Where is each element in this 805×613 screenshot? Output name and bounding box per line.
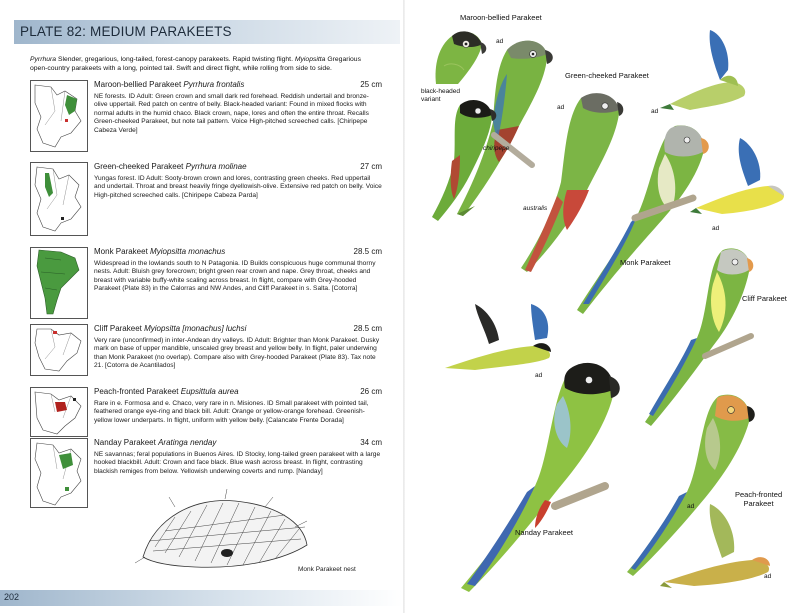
plate-title: PLATE 82: MEDIUM PARAKEETS	[20, 24, 232, 39]
range-map	[30, 247, 88, 319]
flying-parakeet-illustration-1	[660, 24, 750, 124]
right-page	[405, 0, 805, 613]
flying-parakeet-illustration-2	[690, 134, 790, 224]
intro-text	[30, 55, 375, 73]
species-description: Rare in e. Formosa and e. Chaco, very rare in n. Misiones. ID Small parakeet with pointed tail, feathered orange eye-ring and black bill. Adult: Orange or yellow-orange forehead. Greenish-yellow lower underparts. In flight, uniform with yellow belly. [Calancate Frente Dorada]	[94, 400, 369, 424]
age-tag: ad	[687, 503, 695, 510]
species-scientific-name: Myiopsitta monachus	[150, 247, 226, 256]
flying-peach-fronted-illustration	[660, 500, 780, 595]
species-text	[94, 80, 382, 135]
page-number: 202	[4, 592, 20, 602]
intro-text-1: Slender, gregarious, long-tailed, forest-canopy parakeets. Rapid twisting flight.	[56, 56, 295, 63]
range-map	[30, 387, 88, 437]
footer-bar	[0, 590, 403, 606]
variant-tag: black-headed variant	[421, 88, 461, 103]
species-description: NE savannas; feral populations in Buenos Aires. ID Stocky, long-tailed green parakeet with a large hooked blackbill. Adult: Crown and face black. Blue wash across breast. In flight, contrasting blackish remiges from below. Yellowish underwing coverts and rump. [Nanday]	[94, 451, 381, 475]
range-map	[30, 324, 88, 376]
species-scientific-name: Aratinga nenday	[158, 438, 217, 447]
intro-genus-pyrrhura: Pyrrhura	[30, 56, 57, 63]
intro-text-2: Gregarious open-country parakeets with a long, pointed tail. Swift and direct flight, while rolling from side to side.	[30, 56, 361, 73]
range-map	[30, 162, 88, 236]
label-cliff: Cliff Parakeet	[742, 294, 787, 303]
species-size: 34 cm	[360, 438, 382, 447]
age-tag: ad	[712, 225, 720, 232]
age-tag: ad	[535, 372, 543, 379]
range-map	[30, 80, 88, 152]
species-size: 25 cm	[360, 80, 382, 89]
species-scientific-name: Myiopsitta [monachus] luchsi	[144, 324, 247, 333]
label-peach-fronted: Peach-fronted Parakeet	[735, 490, 783, 508]
species-text	[94, 247, 382, 294]
species-size: 28.5 cm	[353, 247, 382, 256]
age-tag: ad	[764, 573, 772, 580]
species-description: NE forests. ID Adult: Green crown and small dark red forehead. Reddish undertail and bronze-olive uppertail. Red patch on centre of belly. Black-headed variant: Found in mixed flocks with normal adults in the humid chaco. Black crown, nape, lores and often the entire throat. Recalls Green-cheeked Parakeet, but note tail pattern. Voice High-pitched screeched calls. [Chiripepe Cabeza Verde]	[94, 93, 369, 134]
species-size: 27 cm	[360, 162, 382, 171]
age-tag: ad	[557, 104, 565, 111]
subspecies-tag-chiripepe: chiripepe	[483, 145, 510, 152]
species-name: Maroon-bellied Parakeet	[94, 80, 182, 89]
monk-parakeet-nest-illustration	[135, 487, 310, 573]
species-scientific-name: Pyrrhura frontalis	[183, 80, 245, 89]
nest-label: Monk Parakeet nest	[298, 566, 356, 573]
species-name: Green-cheeked Parakeet	[94, 162, 184, 171]
species-text	[94, 438, 382, 476]
species-name: Nanday Parakeet	[94, 438, 156, 447]
label-maroon-bellied: Maroon-bellied Parakeet	[460, 13, 542, 22]
species-scientific-name: Eupsittula aurea	[180, 387, 239, 396]
age-tag: ad	[651, 108, 659, 115]
label-nanday: Nanday Parakeet	[515, 528, 573, 537]
species-text	[94, 162, 382, 200]
species-name: Cliff Parakeet	[94, 324, 142, 333]
species-scientific-name: Pyrrhura molinae	[185, 162, 247, 171]
species-size: 26 cm	[360, 387, 382, 396]
species-text	[94, 324, 382, 371]
label-green-cheeked: Green-cheeked Parakeet	[565, 71, 649, 80]
range-map	[30, 438, 88, 508]
intro-genus-myiopsitta: Myiopsitta	[294, 56, 326, 63]
plate-header	[14, 20, 400, 44]
label-monk: Monk Parakeet	[620, 258, 671, 267]
species-description: Widespread in the lowlands south to N Patagonia. ID Builds conspicuous huge communal thorny nests. Adult: Bluish grey forecrown; bright green rear crown and nape. Grey throat, cheeks and breast with variable buffy-white scaling across breast. In flight, compare with Grey-hooded Parakeet (Plate 83) in the Calorras and NW Andes, and Cliff Parakeet in s. Salta. [Cotorra]	[94, 260, 376, 293]
species-name: Peach-fronted Parakeet	[94, 387, 179, 396]
species-size: 28.5 cm	[353, 324, 382, 333]
species-name: Monk Parakeet	[94, 247, 148, 256]
subspecies-tag-australis: australis	[523, 205, 548, 212]
nanday-parakeet-illustration	[455, 356, 625, 596]
species-text	[94, 387, 382, 425]
species-description: Yungas forest. ID Adult: Sooty-brown crown and lores, contrasting green cheeks. Red uppertail and undertail. Throat and breast heavily fringe dyellowish-olive. Extensive red patch on belly. Voice High-pitched screeched calls. [Chiripepe Cabeza Parda]	[94, 175, 382, 199]
age-tag: ad	[496, 38, 504, 45]
species-description: Very rare (unconfirmed) in inter-Andean dry valleys. ID Adult: Brighter than Monk Parakeet. Dusky mark on base of upper mandible, unscaled grey breast and yellow belly. In flight, paler underwing than Monk Parakeet (no overlap). Compare also with Grey-hooded Parakeet (Plate 83). Tax note 21. [Cotorra de Acantilados]	[94, 337, 380, 370]
